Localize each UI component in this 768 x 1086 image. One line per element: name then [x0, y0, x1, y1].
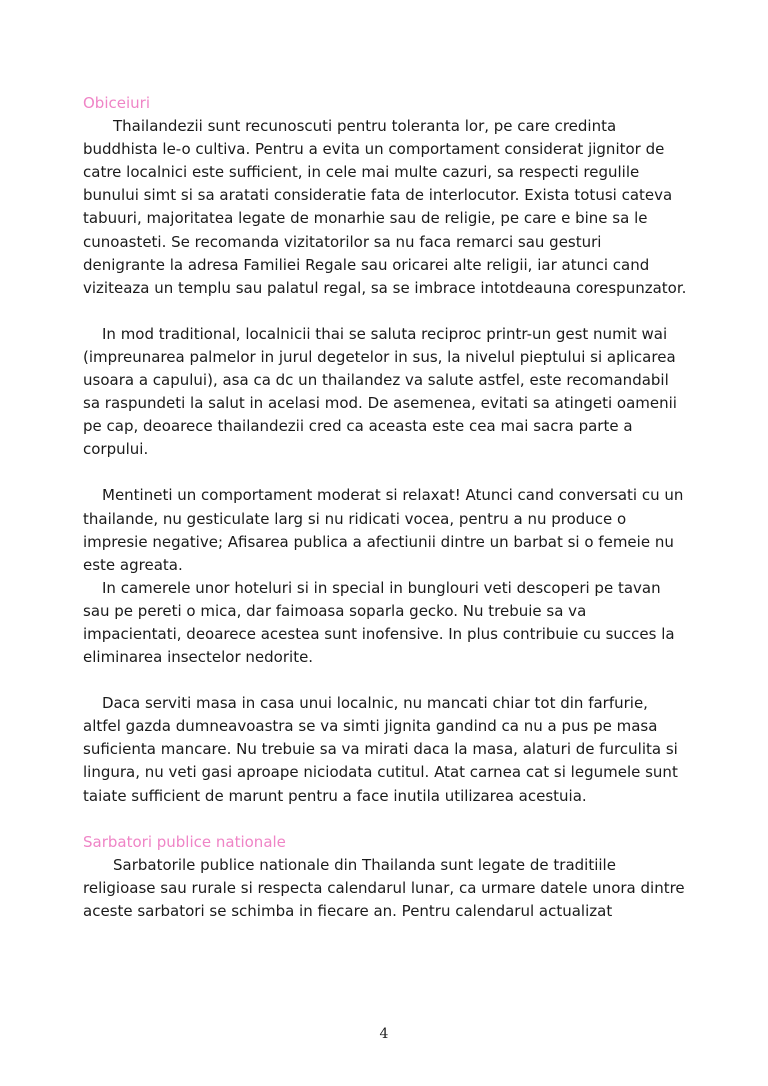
section-heading-sarbatori: Sarbatori publice nationale	[83, 832, 286, 851]
paragraph: Mentineti un comportament moderat si relaxat! Atunci cand conversati cu un thailande, nu gesticulate larg si nu ridicati vocea, pentru a nu produce o impresie negative; Afisarea publica a afectiunii dintre un barbat si o femeie nu este agreata.	[83, 486, 684, 574]
paragraph: Daca serviti masa in casa unui localnic, nu mancati chiar tot din farfurie, altfel gazda dumneavoastra se va simti jignita gandind ca nu a pus pe masa suficienta mancare. Nu trebuie sa va mirati daca la masa, alaturi de furculita si lingura, nu veti gasi aproape niciodata cutitul. Atat carnea cat si legumele sunt taiate sufficient de marunt pentru a face inutila utilizarea acestuia.	[83, 694, 678, 805]
paragraph: Thailandezii sunt recunoscuti pentru toleranta lor, pe care credinta buddhista le-o cultiva. Pentru a evita un comportament considerat jignitor de catre localnici este sufficient, in cele mai multe cazuri, sa respecti regulile bunului simt si sa aratati consideratie fata de interlocutor. Exista totusi cateva tabuuri, majoritatea legate de monarhie sau de religie, pe care e bine sa le cunoasteti. Se recomanda vizitatorilor sa nu faca remarci sau gesturi denigrante la adresa Familiei Regale sau oricarei alte religii, iar atunci cand viziteaza un templu sau palatul regal, sa se imbrace intotdeauna corespunzator.	[83, 117, 687, 297]
section-heading-obiceiuri: Obiceiuri	[83, 94, 150, 112]
paragraph: Sarbatorile publice nationale din Thailanda sunt legate de traditiile religioase sau rurale si respecta calendarul lunar, ca urmare datele unora dintre aceste sarbatori se schimba in fiecare an. Pentru calendarul actualizat	[83, 855, 685, 920]
paragraph-spacer	[83, 300, 687, 323]
paragraph-spacer	[83, 461, 687, 484]
document-body	[83, 92, 687, 923]
paragraph-spacer	[83, 808, 687, 831]
paragraph: In camerele unor hoteluri si in special in bunglouri veti descoperi pe tavan sau pe pereti o mica, dar faimoasa soparla gecko. Nu trebuie sa va impacientati, deoarece acestea sunt inofensive. In plus contribuie cu succes la eliminarea insectelor nedorite.	[83, 578, 675, 667]
paragraph: In mod traditional, localnicii thai se saluta reciproc printr-un gest numit wai (impreunarea palmelor in jurul degetelor in sus, la nivelul pieptului si aplicarea usoara a capului), asa ca dc un thailandez va salute astfel, este recomandabil sa raspundeti la salut in acelasi mod. De asemenea, evitati sa atingeti oamenii pe cap, deoarece thailandezii cred ca aceasta este cea mai sacra parte a corpului.	[83, 324, 677, 459]
page-number: 4	[379, 1026, 389, 1042]
paragraph-spacer	[83, 669, 687, 692]
